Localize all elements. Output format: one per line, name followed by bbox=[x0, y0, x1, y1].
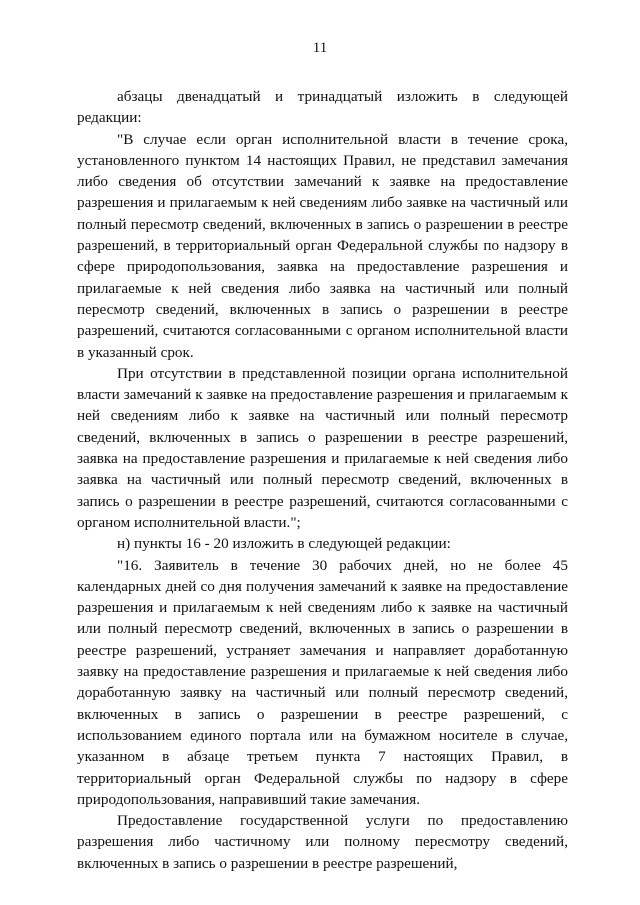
paragraph-6: Предоставление государственной услуги по предоставлению разрешения либо частичному или полному пересмотру сведений, включенных в запись о разрешении в реестре разрешений, bbox=[77, 812, 568, 872]
paragraph-1: абзацы двенадцатый и тринадцатый изложить в следующей редакции: bbox=[77, 88, 568, 127]
paragraph-2: "В случае если орган исполнительной власти в течение срока, установленного пунктом 14 настоящих Правил, не представил замечания либо сведения об отсутствии замечаний к заявке на предоставление разрешения и прилагаемым к ней сведениям либо заявке на частичный или полный пересмотр сведений, включенных в запись о разрешении в реестре разрешений, в территориальный орган Федеральной службы по надзору в сфере природопользования, заявка на предоставление разрешения и прилагаемые к ней сведения либо заявка на частичный или полный пересмотр сведений, включенных в запись о разрешении в реестре разрешений, считаются согласованными с органом исполнительной власти в указанный срок. bbox=[77, 130, 568, 361]
document-body bbox=[77, 86, 568, 874]
paragraph-5: "16. Заявитель в течение 30 рабочих дней, но не более 45 календарных дней со дня получения замечаний к заявке на предоставление разрешения и прилагаемым к ней сведениям либо к заявке на частичный или полный пересмотр сведений, включенных в запись о разрешении в реестре разрешений, устраняет замечания и направляет доработанную заявку на предоставление разрешения и прилагаемые к ней сведения либо доработанную заявку на частичный или полный пересмотр сведений, включенных в запись о разрешении в реестре разрешений, с использованием единого портала или на бумажном носителе в случае, указанном в абзаце третьем пункта 7 настоящих Правил, в территориальный орган Федеральной службы по надзору в сфере природопользования, направивший такие замечания. bbox=[77, 556, 568, 808]
paragraph-4: н) пункты 16 - 20 изложить в следующей редакции: bbox=[117, 535, 451, 553]
paragraph-3: При отсутствии в представленной позиции органа исполнительной власти замечаний к заявке на предоставление разрешения и прилагаемым к ней сведениям либо к заявке на частичный или полный пересмотр сведений, включенных в запись о разрешении в реестре разрешений, заявка на предоставление разрешения и прилагаемые к ней сведения либо заявка на частичный или полный пересмотр сведений, включенных в запись о разрешении в реестре разрешений, считаются согласованными с органом исполнительной власти."; bbox=[77, 364, 568, 531]
page-number: 11 bbox=[312, 40, 328, 56]
